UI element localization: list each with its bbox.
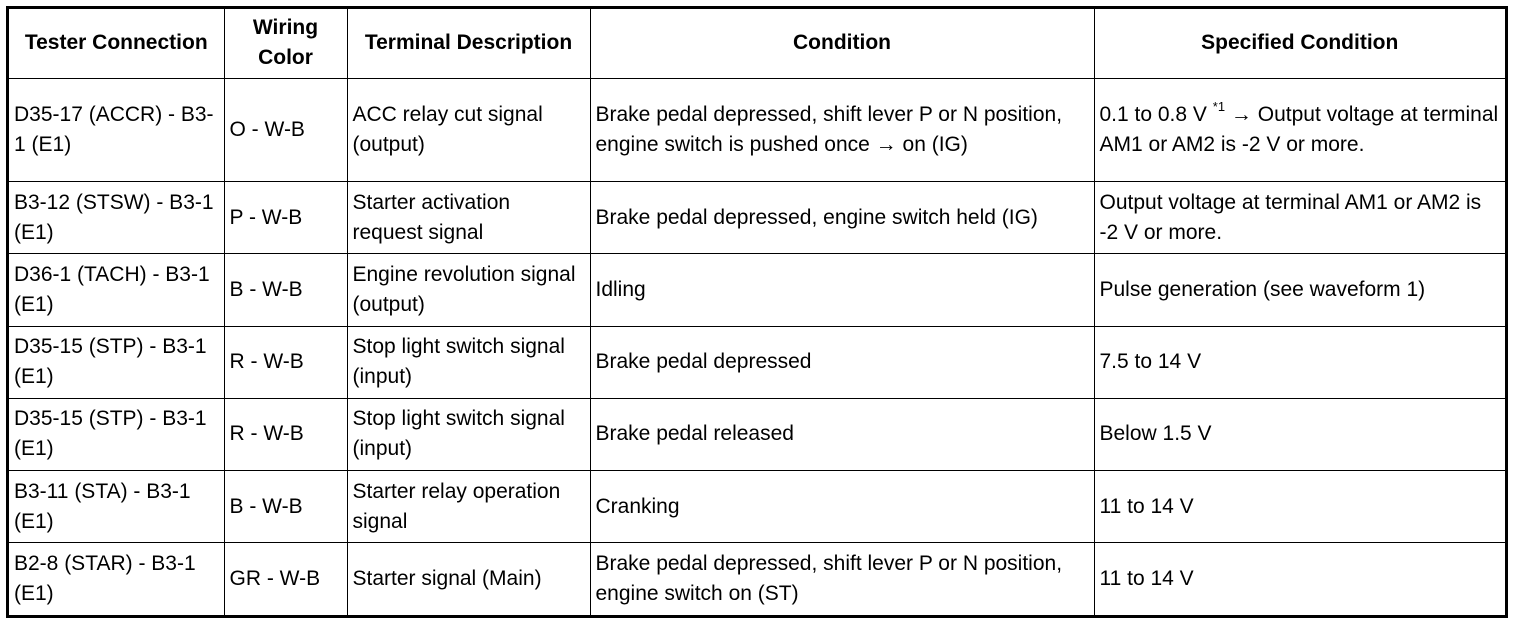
cell-specified-condition: 11 to 14 V: [1094, 543, 1505, 615]
cell-terminal-description: Starter relay operation signal: [347, 470, 590, 542]
cell-tester-connection: D35-17 (ACCR) - B3-1 (E1): [9, 78, 224, 181]
cell-tester-connection: B3-12 (STSW) - B3-1 (E1): [9, 182, 224, 254]
cell-tester-connection: D35-15 (STP) - B3-1 (E1): [9, 398, 224, 470]
cell-specified-condition: 7.5 to 14 V: [1094, 326, 1505, 398]
cell-tester-connection: B3-11 (STA) - B3-1 (E1): [9, 470, 224, 542]
cell-terminal-description: Stop light switch signal (input): [347, 326, 590, 398]
cell-wiring-color: GR - W-B: [224, 543, 347, 615]
cell-specified-condition: [1094, 78, 1505, 181]
cell-terminal-description: Stop light switch signal (input): [347, 398, 590, 470]
cell-tester-connection: D36-1 (TACH) - B3-1 (E1): [9, 254, 224, 326]
cell-condition: Idling: [590, 254, 1094, 326]
table-header-row: [9, 9, 1505, 78]
cell-wiring-color: O - W-B: [224, 78, 347, 181]
cell-condition: Cranking: [590, 470, 1094, 542]
specified-value: 0.1 to 0.8 V: [1099, 102, 1207, 126]
cell-wiring-color: R - W-B: [224, 326, 347, 398]
terminal-inspection-table: [9, 9, 1505, 615]
table-row: [9, 398, 1505, 470]
table-row: [9, 182, 1505, 254]
cell-condition: Brake pedal depressed, engine switch held (IG): [590, 182, 1094, 254]
cell-wiring-color: B - W-B: [224, 254, 347, 326]
cell-condition: Brake pedal depressed, shift lever P or N position, engine switch on (ST): [590, 543, 1094, 615]
cell-terminal-description: Engine revolution signal (output): [347, 254, 590, 326]
table-row: [9, 470, 1505, 542]
cell-condition: Brake pedal depressed: [590, 326, 1094, 398]
cell-specified-condition: Output voltage at terminal AM1 or AM2 is -2 V or more.: [1094, 182, 1505, 254]
table-row: [9, 254, 1505, 326]
cell-terminal-description: ACC relay cut signal (output): [347, 78, 590, 181]
terminal-inspection-table-frame: [6, 6, 1508, 618]
table-row: [9, 78, 1505, 181]
cell-wiring-color: P - W-B: [224, 182, 347, 254]
table-row: [9, 543, 1505, 615]
cell-terminal-description: Starter signal (Main): [347, 543, 590, 615]
cell-specified-condition: Below 1.5 V: [1094, 398, 1505, 470]
header-tester-connection: Tester Connection: [9, 9, 224, 78]
cell-condition: Brake pedal released: [590, 398, 1094, 470]
cell-condition: Brake pedal depressed, shift lever P or N position, engine switch is pushed once → on (IG): [590, 78, 1094, 181]
specified-detail: → Output voltage at terminal AM1 or AM2 is -2 V or more.: [1099, 102, 1499, 156]
table-row: [9, 326, 1505, 398]
cell-specified-condition: 11 to 14 V: [1094, 470, 1505, 542]
cell-wiring-color: R - W-B: [224, 398, 347, 470]
footnote-marker: *1: [1212, 98, 1226, 114]
header-specified-condition: Specified Condition: [1094, 9, 1505, 78]
header-condition: Condition: [590, 9, 1094, 78]
cell-wiring-color: B - W-B: [224, 470, 347, 542]
cell-terminal-description: Starter activation request signal: [347, 182, 590, 254]
cell-specified-condition: Pulse generation (see waveform 1): [1094, 254, 1505, 326]
cell-tester-connection: B2-8 (STAR) - B3-1 (E1): [9, 543, 224, 615]
header-terminal-description: Terminal Description: [347, 9, 590, 78]
header-wiring-color: Wiring Color: [224, 9, 347, 78]
cell-tester-connection: D35-15 (STP) - B3-1 (E1): [9, 326, 224, 398]
